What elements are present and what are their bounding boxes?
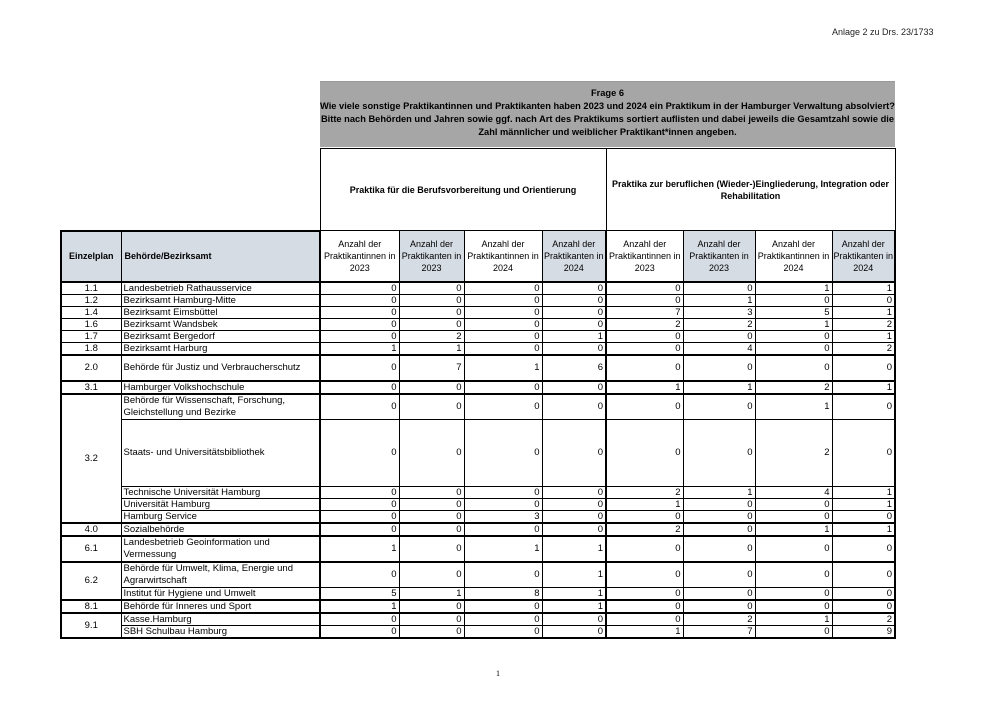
einzelplan-cell: 1.6 (61, 318, 121, 330)
value-cell: 0 (464, 523, 542, 536)
einzelplan-cell: 6.2 (61, 562, 121, 600)
behoerde-cell: SBH Schulbau Hamburg (121, 625, 320, 638)
col-header-value: Anzahl der Praktikanten in 2023 (683, 231, 755, 282)
value-cell: 0 (542, 381, 606, 394)
value-cell: 0 (606, 330, 683, 342)
behoerde-cell: Landesbetrieb Rathausservice (121, 282, 320, 295)
behoerde-cell: Behörde für Wissenschaft, Forschung, Gleichstellung und Bezirke (121, 394, 320, 420)
value-cell: 0 (832, 536, 895, 562)
behoerde-cell: Kasse.Hamburg (121, 613, 320, 626)
table-row (61, 330, 895, 342)
value-cell: 3 (683, 306, 755, 318)
value-cell: 1 (755, 282, 832, 295)
group-header-berufsvorbereitung: Praktika für die Berufsvorbereitung und Orientierung (320, 149, 606, 231)
value-cell: 1 (542, 330, 606, 342)
value-cell: 0 (683, 523, 755, 536)
value-cell: 6 (542, 355, 606, 381)
page-number: 1 (496, 669, 500, 678)
value-cell: 1 (755, 394, 832, 420)
behoerde-cell: Behörde für Inneres und Sport (121, 600, 320, 613)
value-cell: 0 (464, 394, 542, 420)
value-cell: 0 (832, 510, 895, 523)
value-cell: 2 (755, 419, 832, 486)
value-cell: 2 (755, 381, 832, 394)
value-cell: 0 (683, 510, 755, 523)
value-cell: 0 (606, 294, 683, 306)
value-cell: 0 (320, 318, 399, 330)
value-cell: 0 (755, 600, 832, 613)
einzelplan-cell: 8.1 (61, 600, 121, 613)
value-cell: 0 (320, 613, 399, 626)
value-cell: 7 (606, 306, 683, 318)
table-row (61, 510, 895, 523)
value-cell: 0 (399, 510, 464, 523)
einzelplan-cell: 9.1 (61, 613, 121, 638)
value-cell: 0 (399, 562, 464, 588)
value-cell: 0 (683, 562, 755, 588)
value-cell: 1 (683, 381, 755, 394)
value-cell: 0 (320, 625, 399, 638)
value-cell: 1 (542, 600, 606, 613)
behoerde-cell: Staats- und Universitätsbibliothek (121, 419, 320, 486)
table-row (61, 355, 895, 381)
value-cell: 0 (399, 536, 464, 562)
value-cell: 0 (464, 318, 542, 330)
col-header-value: Anzahl der Praktikanten in 2023 (399, 231, 464, 282)
value-cell: 0 (542, 282, 606, 295)
value-cell: 0 (832, 294, 895, 306)
value-cell: 0 (755, 294, 832, 306)
value-cell: 0 (399, 381, 464, 394)
value-cell: 5 (320, 587, 399, 600)
table-row (61, 613, 895, 626)
value-cell: 0 (399, 294, 464, 306)
value-cell: 7 (683, 625, 755, 638)
table-row (61, 419, 895, 486)
value-cell: 0 (464, 419, 542, 486)
value-cell: 0 (606, 355, 683, 381)
value-cell: 0 (606, 536, 683, 562)
value-cell: 0 (542, 419, 606, 486)
value-cell: 0 (755, 355, 832, 381)
value-cell: 1 (755, 318, 832, 330)
value-cell: 0 (464, 294, 542, 306)
value-cell: 2 (399, 330, 464, 342)
value-cell: 0 (542, 318, 606, 330)
value-cell: 0 (464, 613, 542, 626)
behoerde-cell: Bezirksamt Bergedorf (121, 330, 320, 342)
col-header-value: Anzahl der Praktikanten in 2024 (542, 231, 606, 282)
value-cell: 0 (832, 419, 895, 486)
value-cell: 0 (542, 486, 606, 498)
value-cell: 1 (320, 342, 399, 355)
value-cell: 0 (542, 625, 606, 638)
table-row (61, 394, 895, 420)
value-cell: 0 (464, 330, 542, 342)
value-cell: 1 (832, 498, 895, 510)
col-header-value: Anzahl der Praktikantinnen in 2024 (464, 231, 542, 282)
value-cell: 0 (683, 282, 755, 295)
group-header-eingliederung: Praktika zur beruflichen (Wieder-)Eingliederung, Integration oder Rehabilitation (606, 149, 895, 231)
table-row (61, 318, 895, 330)
behoerde-cell: Hamburg Service (121, 510, 320, 523)
value-cell: 0 (755, 342, 832, 355)
value-cell: 0 (606, 282, 683, 295)
value-cell: 0 (755, 562, 832, 588)
value-cell: 0 (832, 562, 895, 588)
value-cell: 2 (683, 613, 755, 626)
col-header-value: Anzahl der Praktikantinnen in 2023 (320, 231, 399, 282)
value-cell: 1 (606, 625, 683, 638)
value-cell: 0 (320, 510, 399, 523)
value-cell: 0 (755, 587, 832, 600)
value-cell: 2 (832, 342, 895, 355)
value-cell: 0 (542, 523, 606, 536)
value-cell: 0 (832, 600, 895, 613)
value-cell: 2 (832, 613, 895, 626)
behoerde-cell: Technische Universität Hamburg (121, 486, 320, 498)
value-cell: 1 (832, 523, 895, 536)
value-cell: 0 (399, 419, 464, 486)
value-cell: 0 (683, 419, 755, 486)
value-cell: 0 (320, 355, 399, 381)
value-cell: 0 (399, 523, 464, 536)
value-cell: 0 (683, 330, 755, 342)
behoerde-cell: Bezirksamt Hamburg-Mitte (121, 294, 320, 306)
value-cell: 0 (320, 498, 399, 510)
value-cell: 0 (683, 536, 755, 562)
value-cell: 0 (755, 330, 832, 342)
value-cell: 2 (606, 523, 683, 536)
value-cell: 0 (542, 294, 606, 306)
value-cell: 1 (542, 536, 606, 562)
einzelplan-cell: 1.2 (61, 294, 121, 306)
value-cell: 0 (542, 394, 606, 420)
value-cell: 1 (606, 498, 683, 510)
value-cell: 0 (606, 600, 683, 613)
value-cell: 1 (399, 587, 464, 600)
value-cell: 2 (606, 318, 683, 330)
table-row (61, 587, 895, 600)
value-cell: 1 (399, 342, 464, 355)
value-cell: 0 (464, 381, 542, 394)
value-cell: 1 (320, 600, 399, 613)
einzelplan-cell: 1.7 (61, 330, 121, 342)
blank-corner (61, 149, 320, 231)
behoerde-cell: Universität Hamburg (121, 498, 320, 510)
value-cell: 1 (542, 587, 606, 600)
value-cell: 0 (606, 613, 683, 626)
behoerde-cell: Behörde für Umwelt, Klima, Energie und Agrarwirtschaft (121, 562, 320, 588)
value-cell: 2 (606, 486, 683, 498)
value-cell: 0 (399, 486, 464, 498)
table-row (61, 282, 895, 295)
value-cell: 0 (320, 282, 399, 295)
value-cell: 0 (464, 498, 542, 510)
value-cell: 1 (755, 523, 832, 536)
value-cell: 1 (464, 355, 542, 381)
value-cell: 0 (320, 381, 399, 394)
value-cell: 1 (542, 562, 606, 588)
value-cell: 0 (832, 355, 895, 381)
value-cell: 0 (606, 587, 683, 600)
value-cell: 8 (464, 587, 542, 600)
value-cell: 0 (399, 498, 464, 510)
col-header-einzelplan: Einzelplan (61, 231, 121, 282)
value-cell: 0 (683, 600, 755, 613)
value-cell: 4 (683, 342, 755, 355)
value-cell: 1 (683, 294, 755, 306)
behoerde-cell: Behörde für Justiz und Verbraucherschutz (121, 355, 320, 381)
einzelplan-cell: 3.1 (61, 381, 121, 394)
einzelplan-cell: 6.1 (61, 536, 121, 562)
value-cell: 0 (464, 486, 542, 498)
value-cell: 4 (755, 486, 832, 498)
value-cell: 1 (683, 486, 755, 498)
table-row (61, 294, 895, 306)
question-text: Wie viele sonstige Praktikantinnen und Praktikanten haben 2023 und 2024 ein Praktikum in der Hamburger Verwaltung absolviert? Bitte nach Behörden und Jahren sowie ggf. nach Art des Praktikums sortiert auflisten und dabei jeweils die Gesamtzahl sowie die Zahl männlicher und weiblicher Praktikant*innen angeben. (320, 101, 895, 137)
table-row (61, 306, 895, 318)
behoerde-cell: Hamburger Volkshochschule (121, 381, 320, 394)
value-cell: 0 (320, 562, 399, 588)
value-cell: 0 (320, 394, 399, 420)
value-cell: 0 (464, 306, 542, 318)
value-cell: 1 (320, 536, 399, 562)
einzelplan-cell: 2.0 (61, 355, 121, 381)
einzelplan-cell: 1.1 (61, 282, 121, 295)
table-row (61, 498, 895, 510)
annex-label: Anlage 2 zu Drs. 23/1733 (832, 27, 934, 37)
value-cell: 0 (755, 510, 832, 523)
behoerde-cell: Bezirksamt Harburg (121, 342, 320, 355)
value-cell: 0 (606, 342, 683, 355)
value-cell: 1 (832, 381, 895, 394)
value-cell: 0 (683, 498, 755, 510)
value-cell: 0 (542, 342, 606, 355)
value-cell: 0 (683, 587, 755, 600)
question-title: Frage 6 (590, 88, 625, 98)
value-cell: 0 (399, 282, 464, 295)
value-cell: 0 (832, 587, 895, 600)
value-cell: 1 (832, 306, 895, 318)
value-cell: 0 (399, 600, 464, 613)
value-cell: 9 (832, 625, 895, 638)
value-cell: 0 (464, 625, 542, 638)
value-cell: 0 (832, 394, 895, 420)
value-cell: 0 (542, 510, 606, 523)
value-cell: 0 (464, 342, 542, 355)
table-row (61, 625, 895, 638)
value-cell: 0 (399, 318, 464, 330)
table-row (61, 536, 895, 562)
col-header-value: Anzahl der Praktikanten in 2024 (832, 231, 895, 282)
value-cell: 5 (755, 306, 832, 318)
data-table (60, 148, 896, 639)
einzelplan-cell: 4.0 (61, 523, 121, 536)
value-cell: 0 (606, 394, 683, 420)
table-row (61, 600, 895, 613)
col-header-value: Anzahl der Praktikantinnen in 2024 (755, 231, 832, 282)
question-box (320, 81, 895, 147)
value-cell: 0 (399, 625, 464, 638)
value-cell: 1 (464, 536, 542, 562)
behoerde-cell: Sozialbehörde (121, 523, 320, 536)
value-cell: 0 (683, 394, 755, 420)
behoerde-cell: Bezirksamt Wandsbek (121, 318, 320, 330)
value-cell: 2 (832, 318, 895, 330)
value-cell: 0 (755, 625, 832, 638)
value-cell: 0 (399, 306, 464, 318)
value-cell: 0 (320, 294, 399, 306)
value-cell: 0 (683, 355, 755, 381)
value-cell: 1 (755, 613, 832, 626)
behoerde-cell: Landesbetrieb Geoinformation und Vermessung (121, 536, 320, 562)
value-cell: 0 (464, 562, 542, 588)
value-cell: 0 (320, 486, 399, 498)
value-cell: 0 (755, 498, 832, 510)
table-row (61, 486, 895, 498)
col-header-value: Anzahl der Praktikantinnen in 2023 (606, 231, 683, 282)
value-cell: 0 (320, 306, 399, 318)
value-cell: 0 (399, 613, 464, 626)
value-cell: 1 (832, 330, 895, 342)
value-cell: 0 (320, 523, 399, 536)
value-cell: 0 (320, 330, 399, 342)
table-row (61, 381, 895, 394)
einzelplan-cell: 1.8 (61, 342, 121, 355)
value-cell: 1 (606, 381, 683, 394)
value-cell: 1 (832, 486, 895, 498)
value-cell: 0 (464, 600, 542, 613)
value-cell: 0 (542, 498, 606, 510)
value-cell: 7 (399, 355, 464, 381)
value-cell: 1 (832, 282, 895, 295)
value-cell: 0 (755, 536, 832, 562)
behoerde-cell: Bezirksamt Eimsbüttel (121, 306, 320, 318)
table-row (61, 562, 895, 588)
value-cell: 0 (464, 282, 542, 295)
einzelplan-cell: 3.2 (61, 394, 121, 523)
col-header-behoerde: Behörde/Bezirksamt (121, 231, 320, 282)
table-row (61, 342, 895, 355)
value-cell: 0 (542, 306, 606, 318)
value-cell: 0 (399, 394, 464, 420)
value-cell: 0 (606, 562, 683, 588)
value-cell: 0 (320, 419, 399, 486)
value-cell: 0 (606, 419, 683, 486)
value-cell: 2 (683, 318, 755, 330)
value-cell: 3 (464, 510, 542, 523)
value-cell: 0 (542, 613, 606, 626)
einzelplan-cell: 1.4 (61, 306, 121, 318)
behoerde-cell: Institut für Hygiene und Umwelt (121, 587, 320, 600)
value-cell: 0 (606, 510, 683, 523)
table-row (61, 523, 895, 536)
